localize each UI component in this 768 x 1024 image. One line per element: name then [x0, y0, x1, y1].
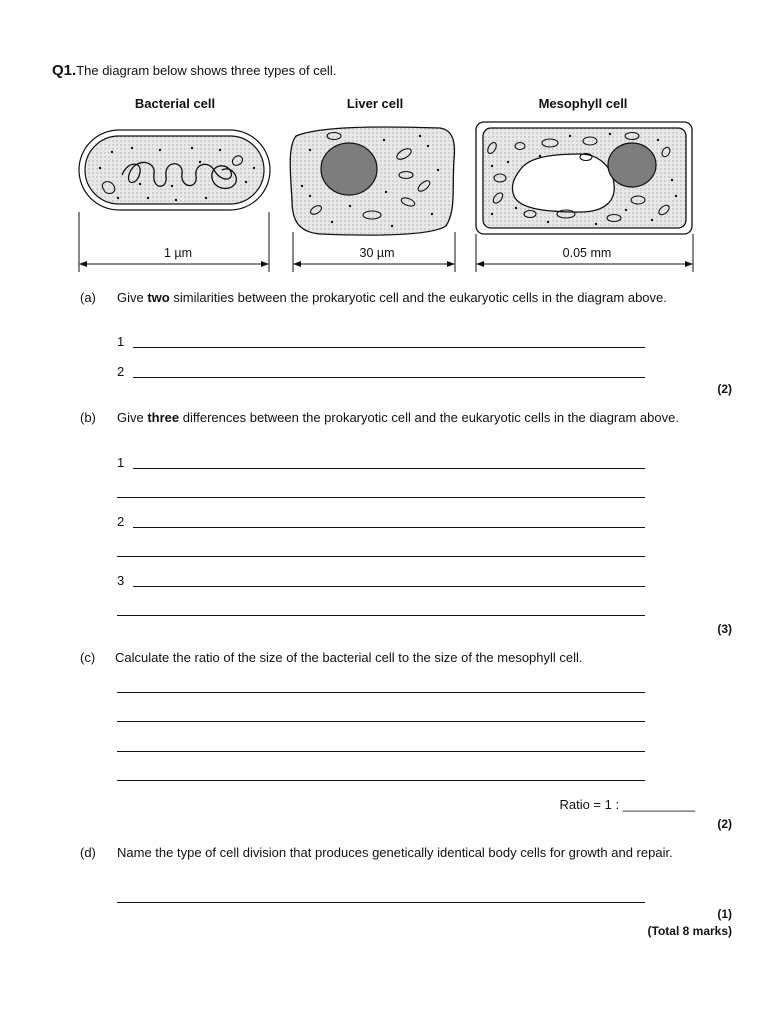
part-b-post: differences between the prokaryotic cell and the eukaryotic cells in the diagram above. — [179, 410, 679, 425]
bacterial-cell-label: Bacterial cell — [134, 96, 216, 111]
bacterial-cell-drawing — [79, 130, 270, 210]
part-c-working-line-1[interactable] — [117, 692, 645, 693]
part-d-answer-line[interactable] — [117, 902, 645, 903]
part-b-answer-line-1b[interactable] — [117, 497, 645, 498]
part-b-question — [117, 410, 697, 425]
part-d-letter: (d) — [80, 845, 96, 860]
mesophyll-cell-drawing — [476, 122, 692, 234]
part-c-marks: (2) — [717, 817, 732, 831]
part-d-marks: (1) — [717, 907, 732, 921]
liver-cell-label: Liver cell — [346, 96, 404, 111]
part-a-marks: (2) — [717, 382, 732, 396]
part-c-ratio-answer[interactable]: Ratio = 1 : __________ — [559, 797, 695, 812]
question-intro: The diagram below shows three types of cell. — [76, 63, 337, 78]
bacterial-scale-label: 1 µm — [145, 246, 211, 260]
part-b-answer-line-3b[interactable] — [117, 615, 645, 616]
part-b-bold: three — [147, 410, 180, 425]
part-c-working-line-2[interactable] — [117, 721, 645, 722]
part-b-answer-line-2[interactable] — [133, 527, 645, 528]
part-a-bold: two — [147, 290, 170, 305]
part-a-question — [117, 290, 697, 305]
part-c-letter: (c) — [80, 650, 96, 665]
part-b-pre: Give — [117, 410, 148, 425]
part-c-question: Calculate the ratio of the size of the bacterial cell to the size of the mesophyll cell. — [115, 650, 583, 665]
part-b-answer-line-2b[interactable] — [117, 556, 645, 557]
part-b-answer-line-3[interactable] — [133, 586, 645, 587]
part-a-answer-line-2[interactable] — [133, 377, 645, 378]
part-b-marks: (3) — [717, 622, 732, 636]
part-a-post: similarities between the prokaryotic cell and the eukaryotic cells in the diagram above. — [169, 290, 667, 305]
part-c-working-line-4[interactable] — [117, 780, 645, 781]
part-c-working-line-3[interactable] — [117, 751, 645, 752]
mesophyll-cell-label: Mesophyll cell — [538, 96, 628, 111]
mesophyll-scale-label: 0.05 mm — [544, 246, 630, 260]
total-marks: (Total 8 marks) — [647, 924, 732, 938]
part-d-question: Name the type of cell division that produces genetically identical body cells for growth and repair. — [117, 845, 673, 860]
part-a-answer-number-2: 2 — [117, 364, 125, 379]
part-b-letter: (b) — [80, 410, 96, 425]
part-b-answer-line-1[interactable] — [133, 468, 645, 469]
liver-cell-drawing — [290, 127, 454, 235]
part-b-answer-number-1: 1 — [117, 455, 125, 470]
question-number: Q1. — [52, 62, 77, 79]
part-a-letter: (a) — [80, 290, 96, 305]
part-a-answer-number-1: 1 — [117, 334, 125, 349]
part-b-answer-number-3: 3 — [117, 573, 125, 588]
liver-scale-label: 30 µm — [344, 246, 410, 260]
part-a-pre: Give — [117, 290, 148, 305]
part-b-answer-number-2: 2 — [117, 514, 125, 529]
part-a-answer-line-1[interactable] — [133, 347, 645, 348]
